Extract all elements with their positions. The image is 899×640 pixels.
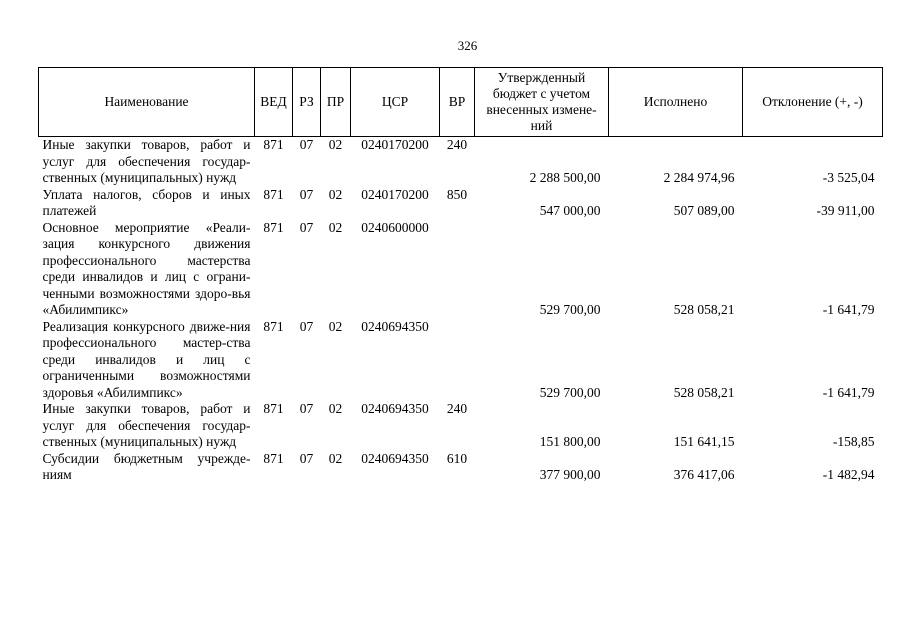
row-executed: 151 641,15: [673, 434, 735, 449]
header-csr: ЦСР: [351, 68, 440, 137]
table-row: [39, 137, 883, 187]
row-vr: [440, 220, 475, 319]
row-vr: 610: [446, 450, 468, 466]
row-ved: 871: [263, 401, 284, 416]
row-deviation: -39 911,00: [816, 203, 875, 218]
row-pr: 02: [328, 219, 343, 235]
row-rz: 07: [299, 318, 314, 334]
page-number: 326: [457, 38, 478, 53]
row-vr: [440, 319, 475, 402]
row-vr: 850: [446, 186, 468, 202]
row-rz: 07: [299, 137, 314, 152]
row-name: Уплата налогов, сборов и иных платежей: [42, 186, 251, 218]
row-ved: 871: [263, 186, 284, 202]
row-deviation: -1 482,94: [822, 467, 875, 482]
row-vr: 240: [446, 401, 468, 416]
row-csr: 0240694350: [361, 318, 429, 334]
row-csr: 0240694350: [361, 450, 429, 466]
table-row: [39, 319, 883, 402]
row-pr: 02: [328, 318, 343, 334]
row-approved: 151 800,00: [539, 434, 601, 449]
row-approved: 529 700,00: [539, 384, 601, 400]
row-ved: 871: [263, 318, 284, 334]
row-approved: 377 900,00: [539, 467, 601, 482]
row-deviation: -1 641,79: [822, 302, 875, 317]
row-executed: 507 089,00: [673, 203, 735, 218]
row-csr: 0240600000: [361, 219, 429, 235]
header-pr: ПР: [321, 68, 351, 137]
table-row: [39, 401, 883, 451]
table-row: [39, 220, 883, 319]
row-approved: 547 000,00: [539, 203, 601, 218]
row-deviation: -1 641,79: [822, 384, 875, 400]
row-rz: 07: [299, 450, 314, 466]
row-executed: 376 417,06: [673, 467, 735, 482]
row-deviation: -158,85: [832, 434, 875, 449]
row-name: Иные закупки товаров, работ и услуг для обеспечения государ-ственных (муниципальных) нужд: [42, 401, 251, 449]
row-rz: 07: [299, 401, 314, 416]
row-name: Иные закупки товаров, работ и услуг для обеспечения государ-ственных (муниципальных) нужд: [42, 137, 251, 185]
row-vr: 240: [446, 137, 468, 152]
header-name: Наименование: [39, 68, 255, 137]
row-name: Основное мероприятие «Реали-зация конкурсного движения профессионального мастерства среди инвалидов и лиц с ограни-ченными возможностями здоро-вья «Абилимпикс»: [42, 219, 251, 317]
row-csr: 0240170200: [361, 137, 429, 152]
row-pr: 02: [328, 401, 343, 416]
row-pr: 02: [328, 186, 343, 202]
row-name: Субсидии бюджетным учрежде-ниям: [42, 450, 251, 482]
header-ved: ВЕД: [255, 68, 293, 137]
table-row: [39, 187, 883, 220]
row-executed: 2 284 974,96: [663, 170, 735, 185]
header-executed: Исполнено: [609, 68, 743, 137]
row-rz: 07: [299, 186, 314, 202]
row-executed: 528 058,21: [673, 384, 735, 400]
header-vr: ВР: [440, 68, 475, 137]
header-approved: Утвержденный бюджет с учетом внесенных измене-ний: [475, 68, 609, 137]
row-csr: 0240170200: [361, 186, 429, 202]
row-pr: 02: [328, 450, 343, 466]
table-row: [39, 451, 883, 484]
row-ved: 871: [263, 450, 284, 466]
header-deviation: Отклонение (+, -): [743, 68, 883, 137]
row-pr: 02: [328, 137, 343, 152]
row-executed: 528 058,21: [673, 302, 735, 317]
row-csr: 0240694350: [361, 401, 429, 416]
row-approved: 2 288 500,00: [529, 170, 601, 185]
row-ved: 871: [263, 137, 284, 152]
row-ved: 871: [263, 219, 284, 235]
row-name: Реализация конкурсного движе-ния профессионального мастер-ства среди инвалидов и лиц с ограниченными возможностями здоровья «Абилимпикс»: [42, 318, 251, 400]
row-approved: 529 700,00: [539, 302, 601, 317]
budget-table: [38, 67, 883, 484]
header-row: [39, 68, 883, 137]
row-rz: 07: [299, 219, 314, 235]
row-deviation: -3 525,04: [822, 170, 875, 185]
header-rz: РЗ: [293, 68, 321, 137]
